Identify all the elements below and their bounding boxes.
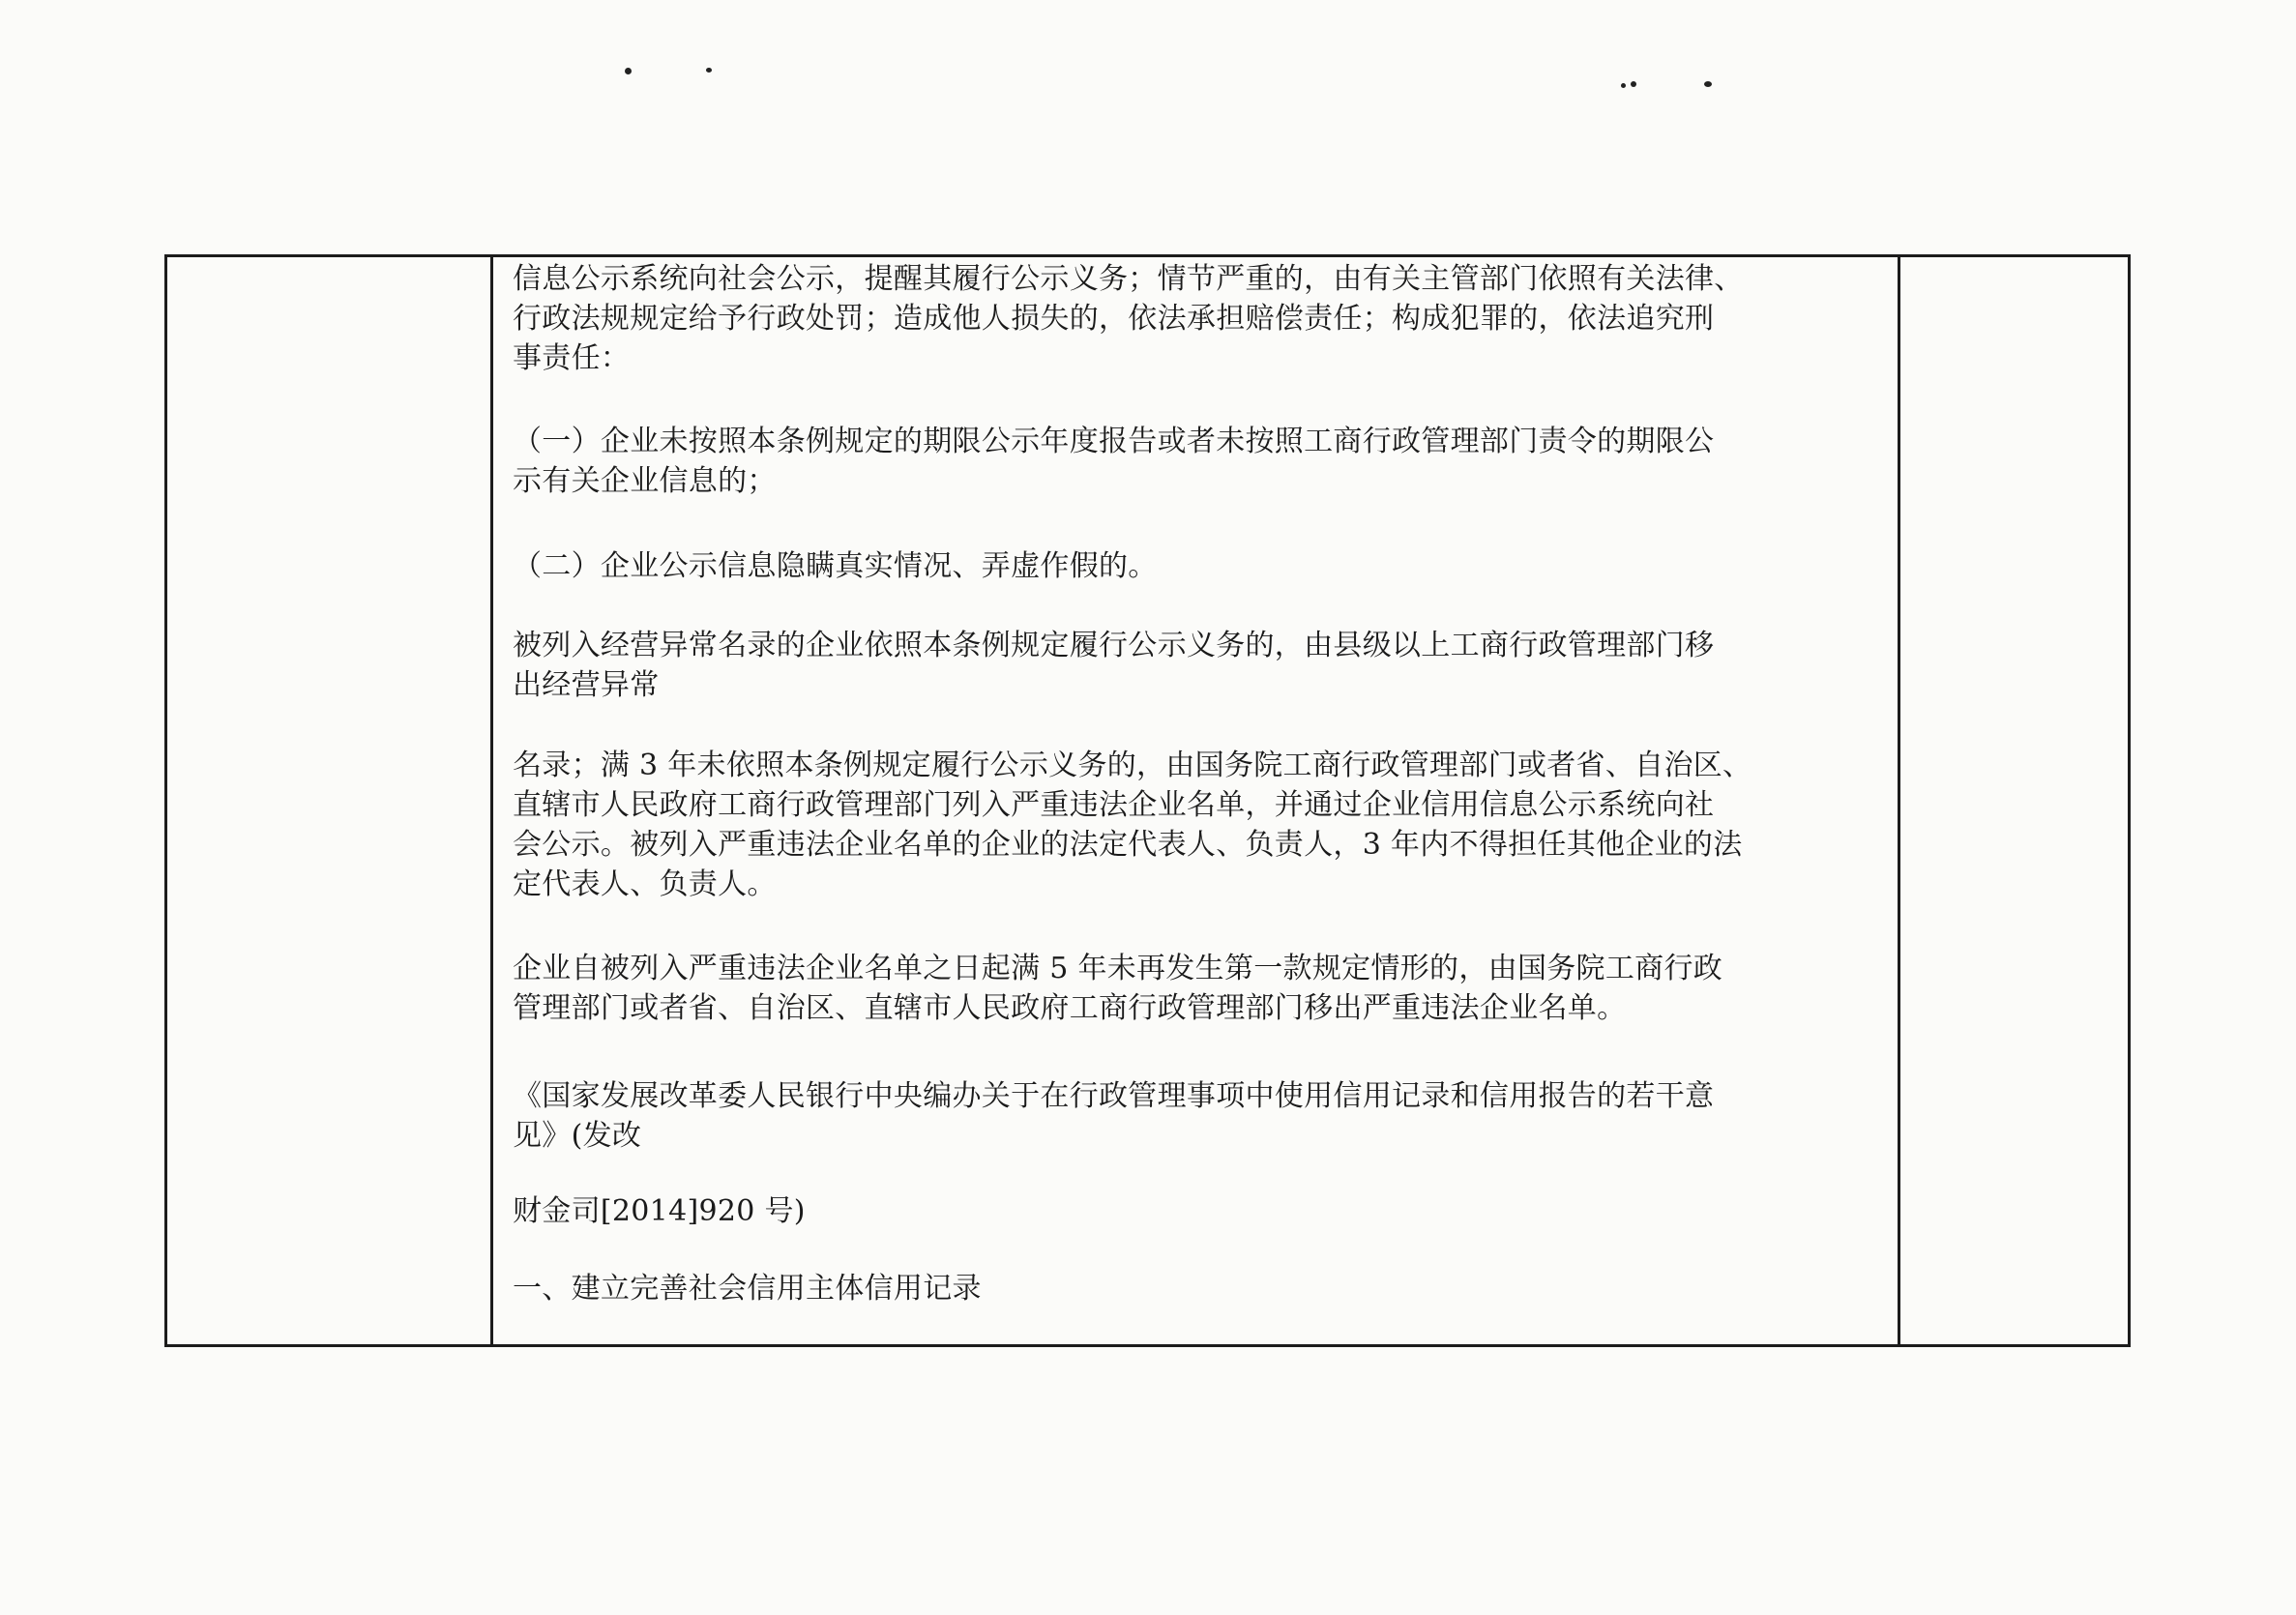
scan-speck [1621,83,1626,88]
paragraph-penalty-intro: 信息公示系统向社会公示，提醒其履行公示义务；情节严重的，由有关主管部门依照有关法律、 行政法规规定给予行政处罚；造成他人损失的，依法承担赔偿责任；构成犯罪的，依法追究刑 事责任： [513,262,1744,375]
paragraph-serious-violation-list: 名录；满 3 年未依照本条例规定履行公示义务的，由国务院工商行政管理部门或者省、自治区、 直辖市人民政府工商行政管理部门列入严重违法企业名单，并通过企业信用信息公示系统向社 会公示。被列入严重违法企业名单的企业的法定代表人、负责人，3 年内不得担任其他企业的法 定代表人、负责人。 [513,749,1752,901]
paragraph-document-number: 财金司[2014]920 号) [513,1194,806,1228]
paragraph-item-two: （二）企业公示信息隐瞒真实情况、弄虚作假的。 [513,549,1158,583]
paragraph-removal-abnormal: 被列入经营异常名录的企业依照本条例规定履行公示义务的，由县级以上工商行政管理部门移 出经营异常 [513,629,1715,702]
paragraph-ndrc-opinion: 《国家发展改革委人民银行中央编办关于在行政管理事项中使用信用记录和信用报告的若干意 见》(发改 [513,1079,1715,1153]
scan-speck [625,68,632,74]
scan-speck [1704,81,1712,87]
table-column-content [493,257,1900,1344]
table-column-right [1900,257,2128,1344]
paragraph-section-heading: 一、建立完善社会信用主体信用记录 [513,1272,982,1306]
scan-speck [1631,81,1636,87]
paragraph-item-one: （一）企业未按照本条例规定的期限公示年度报告或者未按照工商行政管理部门责令的期限公 示有关企业信息的； [513,425,1715,498]
table-column-left [167,257,493,1344]
document-table [164,254,2131,1347]
paragraph-removal-serious-list: 企业自被列入严重违法企业名单之日起满 5 年未再发生第一款规定情形的，由国务院工商行政 管理部门或者省、自治区、直辖市人民政府工商行政管理部门移出严重违法企业名单。 [513,952,1723,1025]
scan-speck [706,68,712,73]
